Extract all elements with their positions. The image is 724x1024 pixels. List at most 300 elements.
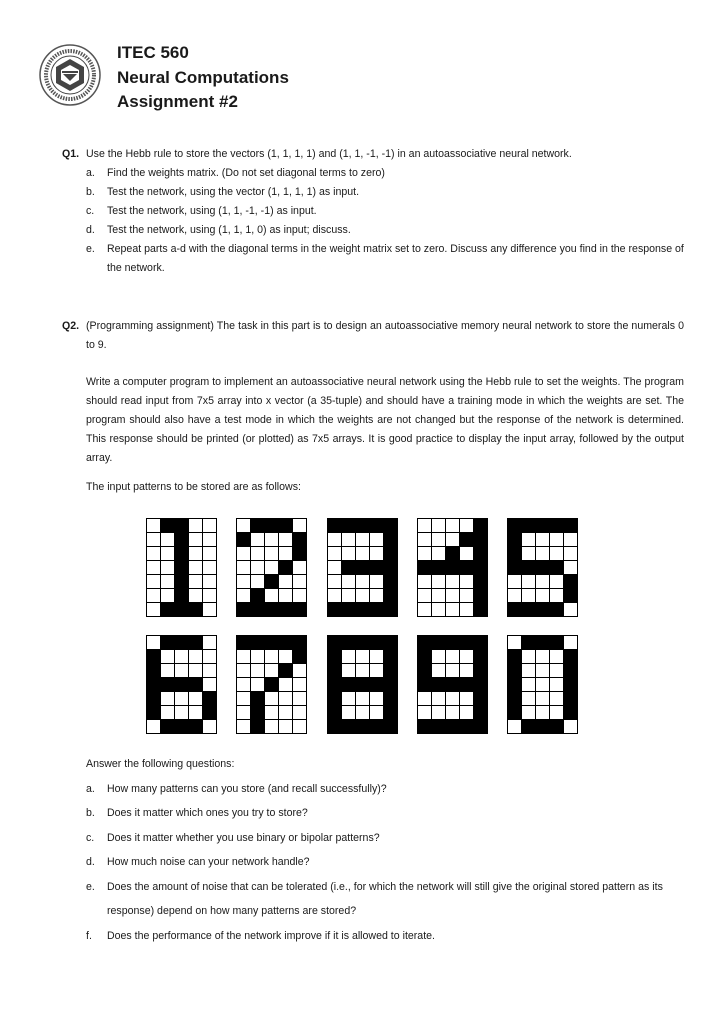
grid-cell xyxy=(460,706,474,720)
grid-cell xyxy=(446,636,460,650)
grid-cell xyxy=(147,636,161,650)
grid-cell xyxy=(384,603,398,617)
grid-cell xyxy=(265,636,279,650)
grid-cell xyxy=(432,561,446,575)
q2-question-c-letter: c. xyxy=(86,831,95,844)
grid-cell xyxy=(522,589,536,603)
grid-cell xyxy=(522,575,536,589)
grid-cell xyxy=(384,533,398,547)
grid-cell xyxy=(460,603,474,617)
grid-cell xyxy=(536,547,550,561)
grid-cell xyxy=(342,575,356,589)
question-2 xyxy=(62,317,684,497)
q1-item-d-letter: d. xyxy=(86,224,95,236)
grid-cell xyxy=(370,706,384,720)
grid-cell xyxy=(161,575,175,589)
q2-question-f-letter: f. xyxy=(86,929,92,942)
grid-cell xyxy=(356,692,370,706)
grid-cell xyxy=(418,692,432,706)
q1-item-c-text: Test the network, using (1, 1, -1, -1) as input. xyxy=(107,205,317,217)
grid-cell xyxy=(432,533,446,547)
grid-cell xyxy=(446,547,460,561)
grid-cell xyxy=(279,692,293,706)
grid-cell xyxy=(203,678,217,692)
grid-cell xyxy=(203,603,217,617)
grid-cell xyxy=(474,561,488,575)
grid-cell xyxy=(328,664,342,678)
grid-cell xyxy=(384,720,398,734)
grid-cell xyxy=(175,650,189,664)
grid-cell xyxy=(203,692,217,706)
grid-cell xyxy=(460,519,474,533)
grid-cell xyxy=(203,589,217,603)
grid-cell xyxy=(536,636,550,650)
grid-cell xyxy=(175,706,189,720)
grid-cell xyxy=(328,561,342,575)
grid-cell xyxy=(175,589,189,603)
grid-cell xyxy=(237,603,251,617)
grid-cell xyxy=(370,547,384,561)
grid-cell xyxy=(279,533,293,547)
grid-cell xyxy=(446,692,460,706)
grid-cell xyxy=(342,533,356,547)
digit-patterns-row-2 xyxy=(146,635,578,734)
grid-cell xyxy=(161,720,175,734)
grid-cell xyxy=(203,533,217,547)
grid-cell xyxy=(251,650,265,664)
grid-cell xyxy=(189,519,203,533)
grid-cell xyxy=(265,664,279,678)
q2-question-d-letter: d. xyxy=(86,856,95,868)
grid-cell xyxy=(293,664,307,678)
grid-cell xyxy=(474,636,488,650)
grid-cell xyxy=(508,589,522,603)
grid-cell xyxy=(508,533,522,547)
grid-cell xyxy=(370,589,384,603)
grid-cell xyxy=(474,519,488,533)
grid-cell xyxy=(460,575,474,589)
grid-cell xyxy=(175,519,189,533)
grid-cell xyxy=(203,547,217,561)
grid-cell xyxy=(432,650,446,664)
grid-cell xyxy=(384,664,398,678)
q2-question-a-text: How many patterns can you store (and recall successfully)? xyxy=(107,782,387,795)
grid-cell xyxy=(189,547,203,561)
grid-cell xyxy=(161,533,175,547)
grid-cell xyxy=(564,678,578,692)
grid-cell xyxy=(175,692,189,706)
grid-cell xyxy=(432,603,446,617)
grid-cell xyxy=(251,575,265,589)
grid-cell xyxy=(522,664,536,678)
grid-cell xyxy=(370,603,384,617)
grid-cell xyxy=(384,561,398,575)
q2-question-b xyxy=(62,801,684,826)
grid-cell xyxy=(356,575,370,589)
grid-cell xyxy=(432,519,446,533)
q2-question-d xyxy=(62,850,684,875)
grid-cell xyxy=(432,720,446,734)
grid-cell xyxy=(293,706,307,720)
grid-cell xyxy=(251,664,265,678)
grid-cell xyxy=(460,692,474,706)
grid-cell xyxy=(251,561,265,575)
grid-cell xyxy=(460,678,474,692)
grid-cell xyxy=(237,664,251,678)
grid-cell xyxy=(203,561,217,575)
grid-cell xyxy=(432,589,446,603)
document-title xyxy=(117,41,289,115)
grid-cell xyxy=(508,603,522,617)
grid-cell xyxy=(356,589,370,603)
grid-cell xyxy=(418,650,432,664)
grid-cell xyxy=(293,650,307,664)
grid-cell xyxy=(189,603,203,617)
grid-cell xyxy=(175,575,189,589)
grid-cell xyxy=(356,706,370,720)
grid-cell xyxy=(356,678,370,692)
grid-cell xyxy=(370,650,384,664)
grid-cell xyxy=(293,636,307,650)
grid-cell xyxy=(251,547,265,561)
grid-cell xyxy=(356,636,370,650)
grid-cell xyxy=(147,589,161,603)
grid-cell xyxy=(418,636,432,650)
q1-item-d xyxy=(62,221,684,240)
grid-cell xyxy=(293,519,307,533)
grid-cell xyxy=(293,692,307,706)
grid-cell xyxy=(474,547,488,561)
grid-cell xyxy=(418,575,432,589)
grid-cell xyxy=(418,589,432,603)
grid-cell xyxy=(251,678,265,692)
q1-item-d-text: Test the network, using (1, 1, 1, 0) as input; discuss. xyxy=(107,224,351,236)
grid-cell xyxy=(522,636,536,650)
grid-cell xyxy=(237,720,251,734)
grid-cell xyxy=(536,650,550,664)
grid-cell xyxy=(564,589,578,603)
grid-cell xyxy=(460,720,474,734)
grid-cell xyxy=(508,720,522,734)
q1-item-e-letter: e. xyxy=(86,243,95,255)
grid-cell xyxy=(251,692,265,706)
grid-cell xyxy=(342,720,356,734)
digit-pattern-1 xyxy=(146,518,217,617)
q2-question-e xyxy=(62,875,684,924)
grid-cell xyxy=(446,575,460,589)
grid-cell xyxy=(251,589,265,603)
grid-cell xyxy=(446,589,460,603)
grid-cell xyxy=(161,519,175,533)
grid-cell xyxy=(564,519,578,533)
grid-cell xyxy=(384,678,398,692)
grid-cell xyxy=(508,519,522,533)
grid-cell xyxy=(384,692,398,706)
question-2-text: (Programming assignment) The task in this part is to design an autoassociative memory neural network to store the numerals 0 to 9. xyxy=(86,320,684,351)
grid-cell xyxy=(147,533,161,547)
grid-cell xyxy=(370,575,384,589)
grid-cell xyxy=(356,533,370,547)
grid-cell xyxy=(293,589,307,603)
university-seal-icon xyxy=(39,44,101,106)
grid-cell xyxy=(460,650,474,664)
grid-cell xyxy=(536,664,550,678)
grid-cell xyxy=(279,603,293,617)
grid-cell xyxy=(203,650,217,664)
grid-cell xyxy=(418,678,432,692)
grid-cell xyxy=(564,603,578,617)
grid-cell xyxy=(279,720,293,734)
grid-cell xyxy=(161,636,175,650)
grid-cell xyxy=(564,561,578,575)
grid-cell xyxy=(342,664,356,678)
grid-cell xyxy=(508,561,522,575)
grid-cell xyxy=(370,720,384,734)
grid-cell xyxy=(203,720,217,734)
grid-cell xyxy=(293,678,307,692)
grid-cell xyxy=(474,692,488,706)
grid-cell xyxy=(293,533,307,547)
digit-pattern-4 xyxy=(417,518,488,617)
grid-cell xyxy=(536,533,550,547)
q1-item-c xyxy=(62,202,684,221)
grid-cell xyxy=(161,547,175,561)
grid-cell xyxy=(293,561,307,575)
grid-cell xyxy=(189,561,203,575)
grid-cell xyxy=(237,650,251,664)
grid-cell xyxy=(536,561,550,575)
grid-cell xyxy=(522,706,536,720)
grid-cell xyxy=(370,678,384,692)
grid-cell xyxy=(446,561,460,575)
grid-cell xyxy=(508,664,522,678)
grid-cell xyxy=(161,589,175,603)
grid-cell xyxy=(460,561,474,575)
grid-cell xyxy=(237,519,251,533)
grid-cell xyxy=(328,547,342,561)
grid-cell xyxy=(418,664,432,678)
question-1-text: Use the Hebb rule to store the vectors (1, 1, 1, 1) and (1, 1, -1, -1) in an autoassociative neural network. xyxy=(86,148,572,160)
grid-cell xyxy=(418,561,432,575)
digit-pattern-8 xyxy=(327,635,398,734)
grid-cell xyxy=(356,650,370,664)
digit-pattern-0 xyxy=(507,635,578,734)
digit-patterns-row-1 xyxy=(146,518,578,617)
grid-cell xyxy=(342,706,356,720)
grid-cell xyxy=(175,561,189,575)
grid-cell xyxy=(474,720,488,734)
grid-cell xyxy=(564,706,578,720)
answer-questions xyxy=(62,752,684,948)
grid-cell xyxy=(189,720,203,734)
grid-cell xyxy=(175,603,189,617)
grid-cell xyxy=(293,547,307,561)
grid-cell xyxy=(251,706,265,720)
grid-cell xyxy=(508,636,522,650)
grid-cell xyxy=(265,720,279,734)
grid-cell xyxy=(147,692,161,706)
grid-cell xyxy=(328,678,342,692)
q2-question-b-letter: b. xyxy=(86,807,95,819)
grid-cell xyxy=(147,706,161,720)
grid-cell xyxy=(251,519,265,533)
grid-cell xyxy=(432,664,446,678)
q1-item-a-text: Find the weights matrix. (Do not set diagonal terms to zero) xyxy=(107,167,385,179)
grid-cell xyxy=(418,603,432,617)
q2-question-a xyxy=(62,777,684,802)
grid-cell xyxy=(564,575,578,589)
questions-intro: Answer the following questions: xyxy=(86,758,235,770)
grid-cell xyxy=(550,650,564,664)
question-1 xyxy=(62,145,684,278)
grid-cell xyxy=(550,561,564,575)
grid-cell xyxy=(342,692,356,706)
grid-cell xyxy=(279,575,293,589)
grid-cell xyxy=(522,561,536,575)
grid-cell xyxy=(279,519,293,533)
grid-cell xyxy=(522,692,536,706)
grid-cell xyxy=(203,664,217,678)
grid-cell xyxy=(564,636,578,650)
q1-item-e-text: Repeat parts a-d with the diagonal terms in the weight matrix set to zero. Discuss any difference you find in the response of the network. xyxy=(107,243,684,274)
grid-cell xyxy=(279,547,293,561)
grid-cell xyxy=(432,575,446,589)
grid-cell xyxy=(293,603,307,617)
program-description: Write a computer program to implement an autoassociative neural network using the Hebb rule to set the weights. The program should read input from 7x5 array into x vector (a 35-tuple) and should have a training mode in which the weights are set. The program should also have a test mode in which the weights are not changed but the response of the network is determined. This response should be printed (or plotted) as 7x5 arrays. It is good practice to display the input array, followed by the output array. xyxy=(86,376,684,464)
grid-cell xyxy=(265,706,279,720)
grid-cell xyxy=(328,603,342,617)
grid-cell xyxy=(536,575,550,589)
q1-item-e xyxy=(62,240,684,278)
grid-cell xyxy=(328,636,342,650)
grid-cell xyxy=(251,603,265,617)
grid-cell xyxy=(251,636,265,650)
q1-item-b-letter: b. xyxy=(86,186,95,198)
grid-cell xyxy=(265,589,279,603)
grid-cell xyxy=(474,706,488,720)
grid-cell xyxy=(460,589,474,603)
grid-cell xyxy=(279,636,293,650)
grid-cell xyxy=(203,636,217,650)
grid-cell xyxy=(384,706,398,720)
grid-cell xyxy=(474,533,488,547)
grid-cell xyxy=(460,664,474,678)
grid-cell xyxy=(147,603,161,617)
grid-cell xyxy=(370,561,384,575)
question-2-number: Q2. xyxy=(62,320,80,332)
grid-cell xyxy=(446,664,460,678)
grid-cell xyxy=(370,636,384,650)
grid-cell xyxy=(474,603,488,617)
grid-cell xyxy=(147,575,161,589)
grid-cell xyxy=(550,636,564,650)
grid-cell xyxy=(536,678,550,692)
question-1-number: Q1. xyxy=(62,148,80,160)
assignment-number: Assignment #2 xyxy=(117,92,238,111)
digit-pattern-2 xyxy=(236,518,307,617)
grid-cell xyxy=(147,678,161,692)
grid-cell xyxy=(265,678,279,692)
grid-cell xyxy=(508,650,522,664)
q2-question-f xyxy=(62,924,684,949)
grid-cell xyxy=(189,533,203,547)
grid-cell xyxy=(522,650,536,664)
grid-cell xyxy=(446,650,460,664)
grid-cell xyxy=(418,720,432,734)
grid-cell xyxy=(189,678,203,692)
grid-cell xyxy=(237,706,251,720)
grid-cell xyxy=(279,678,293,692)
grid-cell xyxy=(370,692,384,706)
grid-cell xyxy=(251,720,265,734)
grid-cell xyxy=(370,519,384,533)
grid-cell xyxy=(265,692,279,706)
course-name: Neural Computations xyxy=(117,67,289,87)
grid-cell xyxy=(293,575,307,589)
grid-cell xyxy=(342,603,356,617)
grid-cell xyxy=(342,650,356,664)
grid-cell xyxy=(237,636,251,650)
grid-cell xyxy=(522,547,536,561)
grid-cell xyxy=(293,720,307,734)
grid-cell xyxy=(279,589,293,603)
grid-cell xyxy=(356,561,370,575)
grid-cell xyxy=(536,589,550,603)
grid-cell xyxy=(508,547,522,561)
q2-question-d-text: How much noise can your network handle? xyxy=(107,856,310,868)
grid-cell xyxy=(265,603,279,617)
grid-cell xyxy=(564,720,578,734)
grid-cell xyxy=(161,678,175,692)
grid-cell xyxy=(237,533,251,547)
grid-cell xyxy=(237,575,251,589)
grid-cell xyxy=(265,650,279,664)
grid-cell xyxy=(550,603,564,617)
grid-cell xyxy=(474,589,488,603)
grid-cell xyxy=(370,664,384,678)
grid-cell xyxy=(342,678,356,692)
grid-cell xyxy=(432,678,446,692)
patterns-intro: The input patterns to be stored are as follows: xyxy=(86,481,301,493)
grid-cell xyxy=(508,706,522,720)
grid-cell xyxy=(175,533,189,547)
grid-cell xyxy=(189,575,203,589)
grid-cell xyxy=(189,589,203,603)
grid-cell xyxy=(356,720,370,734)
grid-cell xyxy=(474,664,488,678)
grid-cell xyxy=(356,664,370,678)
grid-cell xyxy=(418,706,432,720)
grid-cell xyxy=(522,720,536,734)
grid-cell xyxy=(550,706,564,720)
grid-cell xyxy=(342,636,356,650)
grid-cell xyxy=(550,519,564,533)
q2-question-b-text: Does it matter which ones you try to store? xyxy=(107,807,308,819)
grid-cell xyxy=(175,678,189,692)
grid-cell xyxy=(536,519,550,533)
grid-cell xyxy=(203,706,217,720)
grid-cell xyxy=(384,650,398,664)
q2-question-c xyxy=(62,826,684,851)
grid-cell xyxy=(550,692,564,706)
grid-cell xyxy=(384,589,398,603)
grid-cell xyxy=(328,706,342,720)
grid-cell xyxy=(446,720,460,734)
grid-cell xyxy=(418,519,432,533)
grid-cell xyxy=(522,678,536,692)
grid-cell xyxy=(522,603,536,617)
grid-cell xyxy=(161,650,175,664)
